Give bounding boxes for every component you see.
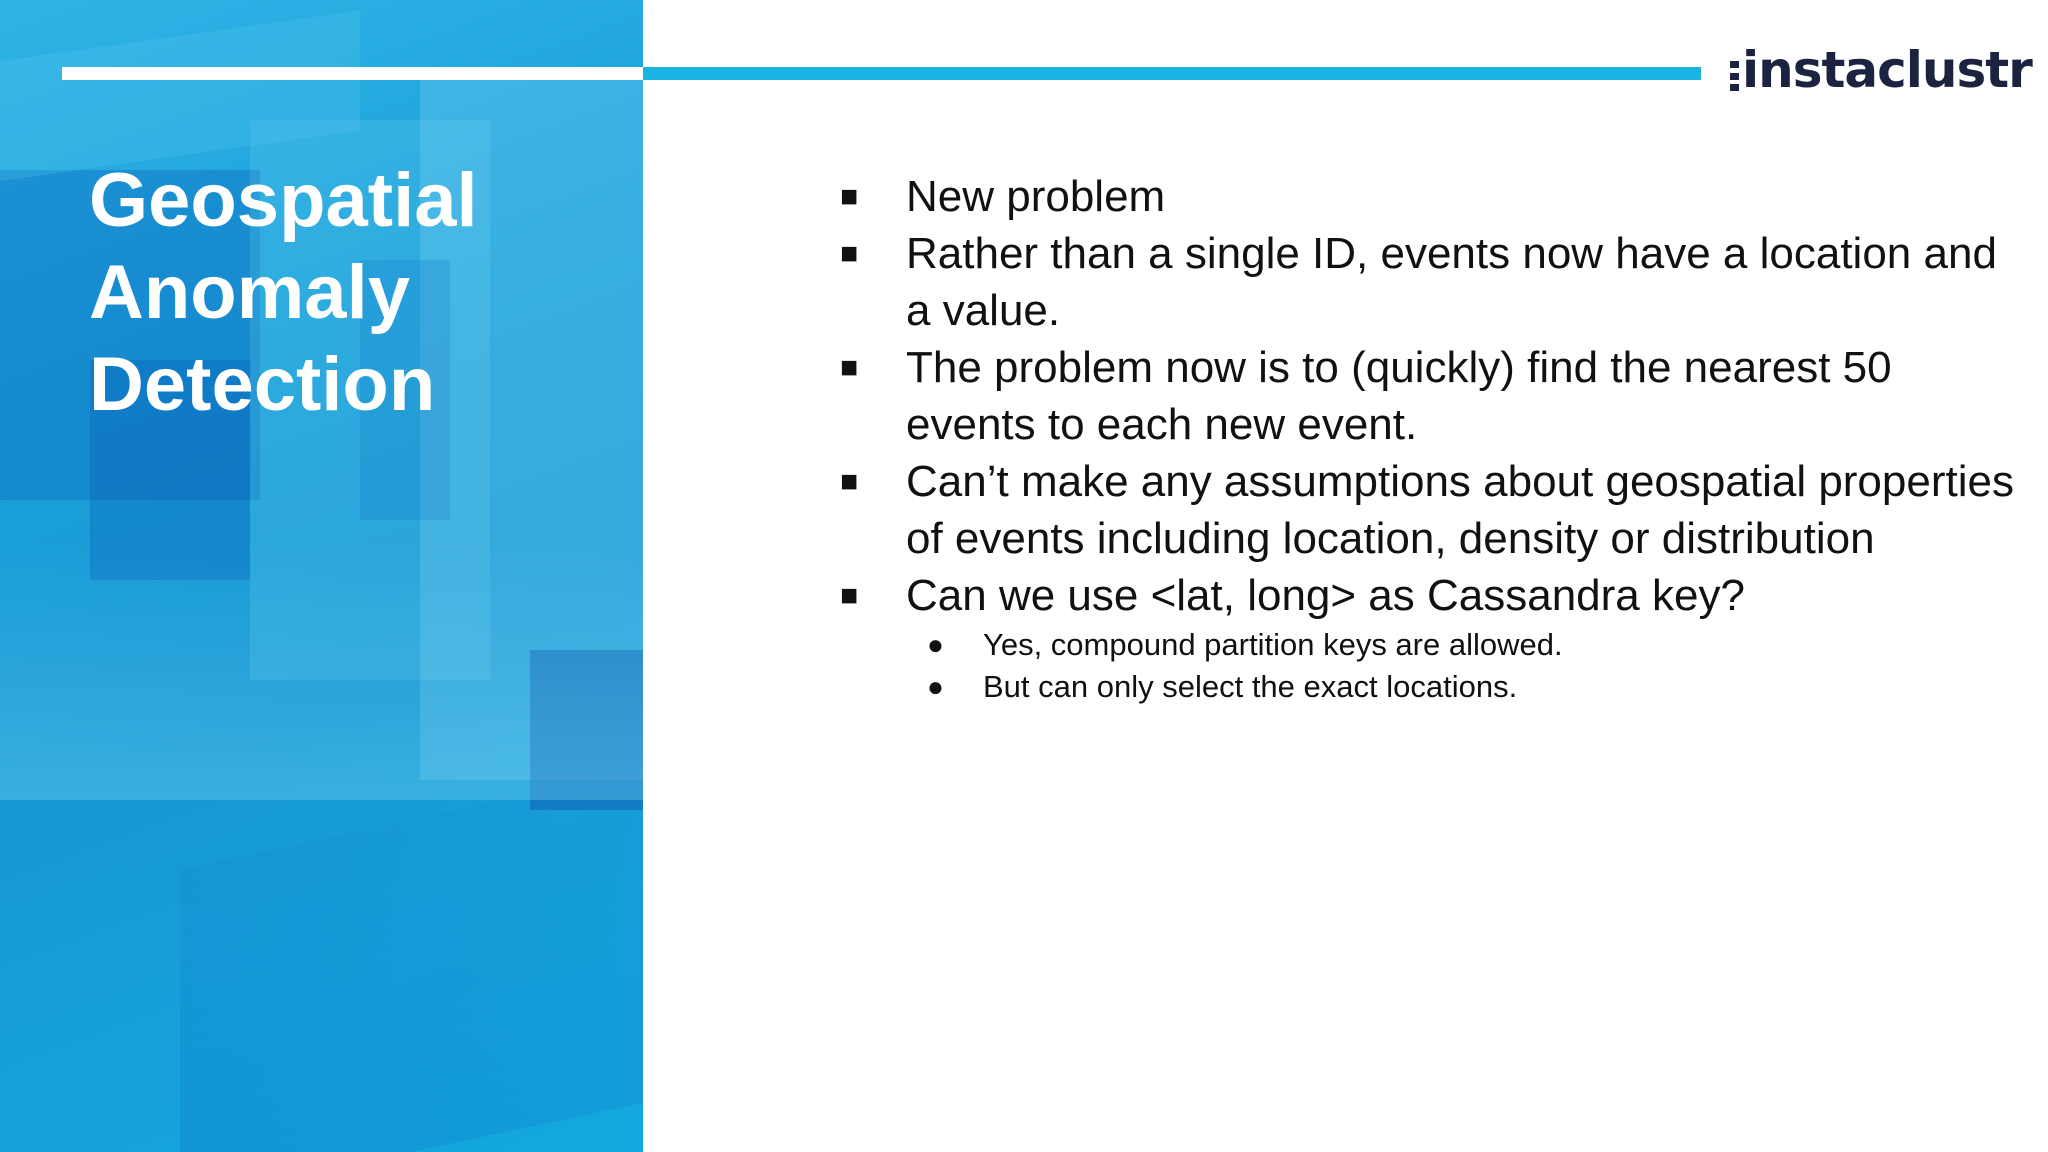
left-blue-panel: [0, 0, 643, 1152]
bullet-text: Rather than a single ID, events now have a location and a value.: [906, 229, 1997, 335]
bullet-text: Can’t make any assumptions about geospatial properties of events including location, density or distribution: [906, 457, 2014, 563]
decorative-shape: [0, 540, 643, 800]
instaclustr-logo: [1730, 42, 2032, 98]
sub-bullet-item: [840, 624, 2020, 666]
bullet-item: [840, 567, 2020, 624]
logo-mark-icon: [1730, 61, 1739, 91]
sub-bullet-text: Yes, compound partition keys are allowed.: [983, 627, 1563, 662]
bullet-item: [840, 339, 2020, 453]
decorative-shape: [180, 771, 643, 1152]
bullet-item: [840, 225, 2020, 339]
sub-bullet-item: [840, 666, 2020, 708]
round-bullet-icon: ●: [927, 671, 944, 702]
square-bullet-icon: ■: [840, 180, 859, 213]
slide-title: Geospatial Anomaly Detection: [89, 158, 478, 427]
round-bullet-icon: ●: [927, 629, 944, 660]
bullet-text: New problem: [906, 172, 1166, 221]
header-rule-blue: [643, 67, 1701, 80]
square-bullet-icon: ■: [840, 351, 859, 384]
square-bullet-icon: ■: [840, 579, 859, 612]
square-bullet-icon: ■: [840, 237, 859, 270]
logo-text: instaclustr: [1742, 41, 2032, 99]
header-rule-white: [62, 67, 643, 80]
square-bullet-icon: ■: [840, 465, 859, 498]
bullet-text: The problem now is to (quickly) find the nearest 50 events to each new event.: [906, 343, 1892, 449]
bullet-list: [840, 168, 2020, 708]
bullet-item: [840, 168, 2020, 225]
bullet-item: [840, 453, 2020, 567]
sub-bullet-list: [840, 624, 2020, 708]
sub-bullet-text: But can only select the exact locations.: [983, 669, 1518, 704]
bullet-text: Can we use <lat, long> as Cassandra key?: [906, 571, 1745, 620]
